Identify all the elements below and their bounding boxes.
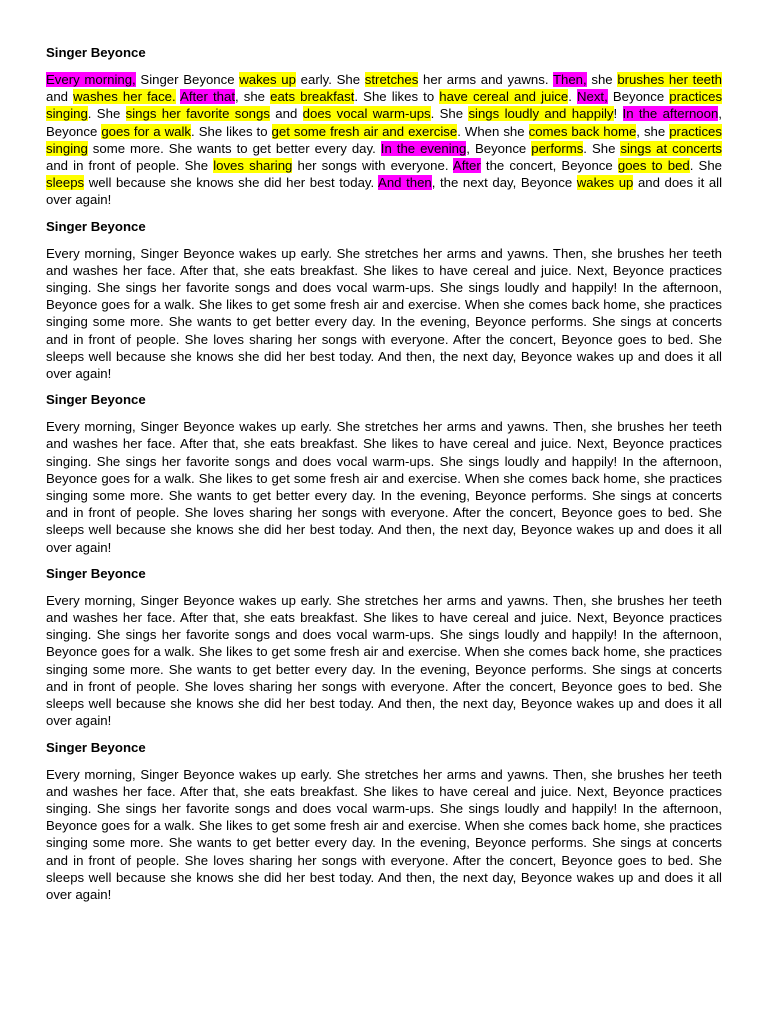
text-span: . She likes to <box>191 123 272 139</box>
text-span: Every morning, Singer Beyonce wakes up early. She stretches her arms and yawns. Then, she brushes her teeth and washes her face. After that, she eats breakfast. She likes to have cereal and juice. Next, Beyonce practices singing. She sings her favorite songs and does vocal warm-ups. She sings loudly and happily! In the afternoon, Beyonce goes for a walk. She likes to get some fresh air and exercise. When she comes back home, she practices singing some more. She wants to get better every day. In the evening, Beyonce performs. She sings at concerts and in front of people. She loves sharing her songs with everyone. After the concert, Beyonce goes to bed. She sleeps well because she knows she did her best today. And then, the next day, Beyonce wakes up and does it all over again! <box>46 766 722 902</box>
highlighted-action: does vocal warm-ups <box>302 106 431 122</box>
highlighted-action: sleeps <box>46 175 85 191</box>
story-paragraph <box>46 592 722 730</box>
text-span: , she <box>636 123 670 139</box>
text-span: she <box>586 72 618 87</box>
text-span: . <box>568 89 577 105</box>
section-title: Singer Beyonce <box>46 392 146 408</box>
story-paragraph <box>46 418 722 556</box>
highlighted-time-word: In the afternoon <box>622 106 719 122</box>
section-title: Singer Beyonce <box>46 565 146 581</box>
story-section <box>46 391 722 556</box>
highlighted-action: goes to bed <box>617 158 690 174</box>
story-paragraph <box>46 71 722 209</box>
highlighted-action: stretches <box>364 72 419 87</box>
text-span: ! <box>613 106 623 122</box>
text-span: her songs with everyone. <box>292 158 453 174</box>
highlighted-time-word: Then, <box>552 72 587 87</box>
highlighted-time-word: And then <box>378 175 432 191</box>
text-span: . She <box>87 106 126 122</box>
text-span: , the next day, Beyonce <box>431 175 577 191</box>
text-span: Every morning, Singer Beyonce wakes up early. She stretches her arms and yawns. Then, she brushes her teeth and washes her face. After that, she eats breakfast. She likes to have cereal and juice. Next, Beyonce practices singing. She sings her favorite songs and does vocal warm-ups. She sings loudly and happily! In the afternoon, Beyonce goes for a walk. She likes to get some fresh air and exercise. When she comes back home, she practices singing some more. She wants to get better every day. In the evening, Beyonce performs. She sings at concerts and in front of people. She loves sharing her songs with everyone. After the concert, Beyonce goes to bed. She sleeps well because she knows she did her best today. And then, the next day, Beyonce wakes up and does it all over again! <box>46 245 722 382</box>
highlighted-action: wakes up <box>239 72 296 87</box>
highlighted-time-word: Every morning, <box>46 72 136 87</box>
highlighted-action: practices singing <box>46 89 723 122</box>
text-span: and in front of people. She <box>46 158 214 174</box>
text-span: , Beyonce <box>46 106 722 139</box>
highlighted-action: have cereal and juice <box>439 89 569 105</box>
text-span: . She <box>430 106 469 122</box>
text-span: . When she <box>457 123 529 139</box>
highlighted-action: get some fresh air and exercise <box>271 123 458 139</box>
highlighted-action: wakes up <box>576 175 634 191</box>
highlighted-time-word: Next, <box>576 89 608 105</box>
text-span: Beyonce <box>607 89 670 105</box>
highlighted-action: sings at concerts <box>620 140 723 156</box>
text-span: . She <box>689 158 723 174</box>
highlighted-action: goes for a walk <box>101 123 192 139</box>
section-title: Singer Beyonce <box>46 218 146 234</box>
story-section <box>46 44 722 209</box>
text-span: some more. She wants to get better every day. <box>87 140 381 156</box>
section-title: Singer Beyonce <box>46 739 146 755</box>
highlighted-action: washes her face. <box>73 89 176 105</box>
text-span: and <box>269 106 303 122</box>
highlighted-action: sings her favorite songs <box>125 106 270 122</box>
highlighted-action: practices singing <box>46 123 722 156</box>
highlighted-action: brushes her teeth <box>617 72 723 87</box>
highlighted-action: eats breakfast <box>270 89 355 105</box>
text-span: the concert, Beyonce <box>480 158 618 174</box>
story-section <box>46 565 722 730</box>
highlighted-action: comes back home <box>528 123 637 139</box>
story-section <box>46 739 722 904</box>
text-span: and <box>46 89 74 105</box>
text-span: Every morning, Singer Beyonce wakes up early. She stretches her arms and yawns. Then, she brushes her teeth and washes her face. After that, she eats breakfast. She likes to have cereal and juice. Next, Beyonce practices singing. She sings her favorite songs and does vocal warm-ups. She sings loudly and happily! In the afternoon, Beyonce goes for a walk. She likes to get some fresh air and exercise. When she comes back home, she practices singing some more. She wants to get better every day. In the evening, Beyonce performs. She sings at concerts and in front of people. She loves sharing her songs with everyone. After the concert, Beyonce goes to bed. She sleeps well because she knows she did her best today. And then, the next day, Beyonce wakes up and does it all over again! <box>46 419 722 555</box>
text-span: early. She <box>295 72 365 87</box>
text-span: Every morning, Singer Beyonce wakes up early. She stretches her arms and yawns. Then, she brushes her teeth and washes her face. After that, she eats breakfast. She likes to have cereal and juice. Next, Beyonce practices singing. She sings her favorite songs and does vocal warm-ups. She sings loudly and happily! In the afternoon, Beyonce goes for a walk. She likes to get some fresh air and exercise. When she comes back home, she practices singing some more. She wants to get better every day. In the evening, Beyonce performs. She sings at concerts and in front of people. She loves sharing her songs with everyone. After the concert, Beyonce goes to bed. She sleeps well because she knows she did her best today. And then, the next day, Beyonce wakes up and does it all over again! <box>46 592 722 729</box>
text-span: . She likes to <box>354 89 440 105</box>
highlighted-action: loves sharing <box>213 158 293 174</box>
text-span: Singer Beyonce <box>135 72 240 87</box>
text-span: , Beyonce <box>466 140 532 156</box>
text-span: her arms and yawns. <box>418 72 553 87</box>
highlighted-action: performs <box>531 140 584 156</box>
text-span: well because she knows she did her best today. <box>84 175 379 191</box>
text-span: , she <box>235 89 271 105</box>
document-page <box>46 44 722 912</box>
text-span: and does it all over again! <box>46 175 723 208</box>
story-section <box>46 218 722 383</box>
highlighted-action: sings loudly and happily <box>468 106 614 122</box>
text-span: . She <box>583 140 621 156</box>
highlighted-time-word: After that <box>180 89 235 105</box>
story-paragraph <box>46 245 722 383</box>
section-title: Singer Beyonce <box>46 45 146 60</box>
story-paragraph <box>46 766 722 904</box>
highlighted-time-word: After <box>452 158 481 174</box>
highlighted-time-word: In the evening <box>380 140 467 156</box>
